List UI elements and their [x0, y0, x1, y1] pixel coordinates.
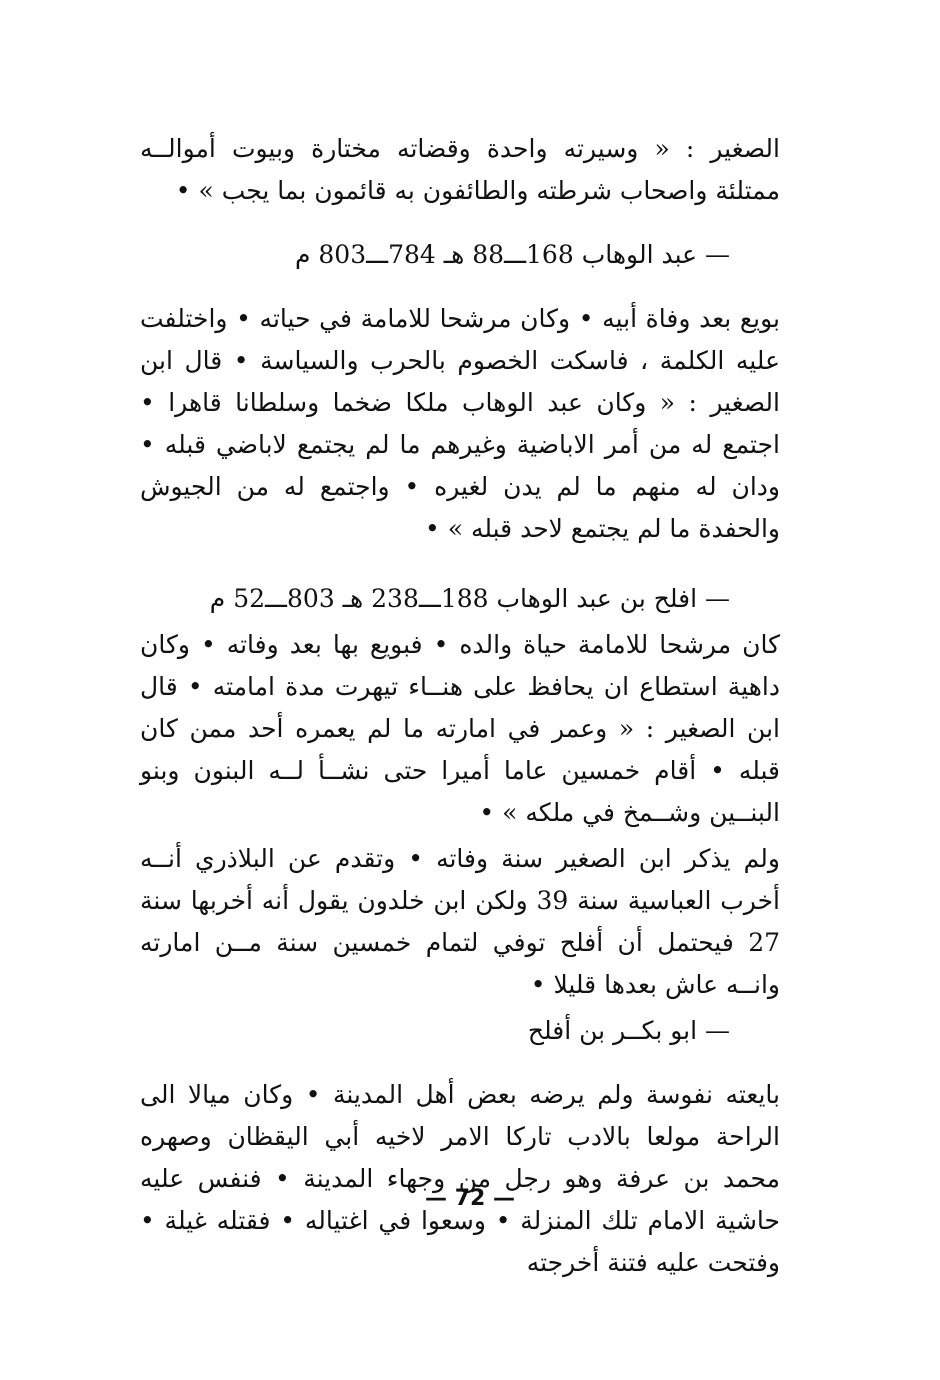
section-heading-abu-bakr: — ابو بكــر بن أفلح	[527, 1016, 730, 1045]
paragraph-abu-bakr: بايعته نفوسة ولم يرضه بعض أهل المدينة • وكان ميالا الى الراحة مولعا بالادب تاركا الامر لاخيه أبي اليقظان وصهره محمد بن عرفة وهو رجل من وجهاء المدينة • فنفس عليه حاشية الامام تلك المنزلة • وسعوا في اغتياله • فقتله غيلة • وفتحت عليه فتنة أخرجته	[140, 1080, 780, 1277]
paragraph-abd-al-wahhab: بويع بعد وفاة أبيه • وكان مرشحا للامامة في حياته • واختلفت عليه الكلمة ، فاسكت الخصوم بالحرب والسياسة • قال ابن الصغير : « وكان عبد الوهاب ملكا ضخما وسلطانا قاهرا • اجتمع له من أمر الاباضية وغيرهم ما لم يجتمع لاباضي قبله • ودان له منهم ما لم يدن لغيره • واجتمع له من الجيوش والحفدة ما لم يجتمع لاحد قبله » •	[140, 304, 780, 543]
page-number: — 72 —	[425, 1186, 515, 1211]
paragraph-aflah: كان مرشحا للامامة حياة والده • فبويع بها بعد وفاته • وكان داهية استطاع ان يحافظ على هنــاء تيهرت مدة امامته • قال ابن الصغير : « وعمر في امارته ما لم يعمره أحد ممن كان قبله • أقام خمسين عاما أميرا حتى نشــأ لــه البنون وبنو البنــين وشــمخ في ملكه » •	[140, 630, 780, 827]
section-heading-abd-al-wahhab: — عبد الوهاب 168ـــ88 هـ 784ـــ803 م	[294, 240, 730, 269]
section-heading-aflah: — افلح بن عبد الوهاب 188ـــ238 هـ 803ـــ52 م	[209, 584, 730, 613]
paragraph-continuation: الصغير : « وسيرته واحدة وقضاته مختارة وبيوت أموالــه ممتلئة واصحاب شرطته والطائفون به قائمون بما يجب » •	[140, 134, 780, 205]
paragraph-aflah-death: ولم يذكر ابن الصغير سنة وفاته • وتقدم عن البلاذري أنــه أخرب العباسية سنة 39 ولكن ابن خلدون يقول أنه أخربها سنة 27 فيحتمل أن أفلح توفي لتمام خمسين سنة مــن امارته وانــه عاش بعدها قليلا •	[140, 844, 780, 999]
page-body	[140, 128, 780, 1284]
